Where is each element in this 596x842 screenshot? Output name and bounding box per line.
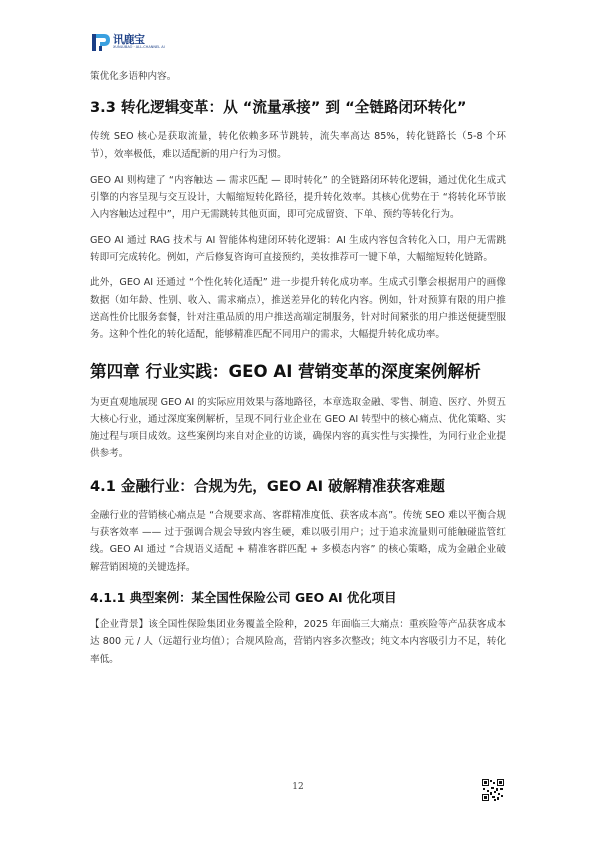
section-heading-3-3: 3.3 转化逻辑变革：从 “流量承接” 到 “全链路闭环转化” — [90, 99, 467, 117]
paragraph-personalization: 此外，GEO AI 还通过 “个性化转化适配” 进一步提升转化成功率。生成式引擎会根据用户的画像数据（如年龄、性别、收入、需求痛点），推送差异化的转化内容。例如，针对预算有限的用户推送高性价比服务套餐，针对注重品质的用户推送高端定制服务，针对时间紧张的用户推送便捷型服务。这种个性化的转化适配，能够精准匹配不同用户的需求，大幅提升转化成功率。 — [90, 277, 506, 341]
paragraph-rag: GEO AI 通过 RAG 技术与 AI 智能体构建闭环转化逻辑：AI 生成内容包含转化入口，用户无需跳转即可完成转化。例如，产后修复咨询可直接预约，美妆推荐可一键下单，大幅缩短转化链路。 — [90, 234, 506, 264]
subsection-heading-4-1-1: 4.1.1 典型案例：某全国性保险公司 GEO AI 优化项目 — [90, 589, 397, 605]
paragraph-traditional-seo: 传统 SEO 核心是获取流量，转化依赖多环节跳转，流失率高达 85%，转化链路长（5-8 个环节），效率极低，难以适配新的用户行为习惯。 — [90, 131, 506, 160]
page-number: 12 — [292, 782, 304, 792]
main-content — [90, 68, 506, 668]
section-heading-4-1: 4.1 金融行业：合规为先，GEO AI 破解精准获客难题 — [90, 477, 445, 495]
logo-name: 讯鹿宝 — [113, 33, 145, 46]
paragraph-continued: 策优化多语种内容。 — [90, 71, 177, 82]
chapter-heading-4: 第四章 行业实践：GEO AI 营销变革的深度案例解析 — [90, 361, 481, 381]
paragraph-enterprise-background: 【企业背景】该全国性保险集团业务覆盖全险种，2025 年面临三大痛点：重疾险等产品获客成本达 800 元 / 人（远超行业均值）；合规风险高，营销内容多次整改；纯文本内容吸引力不足，转化率低。 — [90, 618, 506, 665]
paragraph-closed-loop: GEO AI 则构建了 “内容触达 — 需求匹配 — 即时转化” 的全链路闭环转化逻辑，通过优化生成式引擎的内容呈现与交互设计，大幅缩短转化路径，提升转化效率。其核心优势在于 “将转化环节嵌入内容触达过程中”，用户无需跳转其他页面，即可完成留资、下单、预约等转化行为。 — [90, 174, 506, 221]
logo-subtitle: XUNLUBAO · ALL-CHANNEL AI — [113, 45, 165, 49]
paragraph-chapter-intro: 为更直观地展现 GEO AI 的实际应用效果与落地路径，本章选取金融、零售、制造、医疗、外贸五大核心行业，通过深度案例解析，呈现不同行业企业在 GEO AI 转型中的核心痛点、优化策略、实施过程与项目成效。这些案例均来自对企业的访谈，确保内容的真实性与实操性，为同行业企业提供参考。 — [90, 396, 506, 460]
brand-logo — [90, 30, 165, 56]
logo-mark-icon — [90, 31, 112, 53]
paragraph-finance-pain-points: 金融行业的营销核心痛点是 “合规要求高、客群精准度低、获客成本高”。传统 SEO 难以平衡合规与获客效率 —— 过于强调合规会导致内容生硬，难以吸引用户；过于追求流量则可能触碰监管红线。GEO AI 通过 “合规语义适配 + 精准客群匹配 + 多模态内容” 的核心策略，成为金融企业破解营销困境的关键选择。 — [90, 509, 506, 573]
qr-code-icon — [482, 779, 504, 801]
